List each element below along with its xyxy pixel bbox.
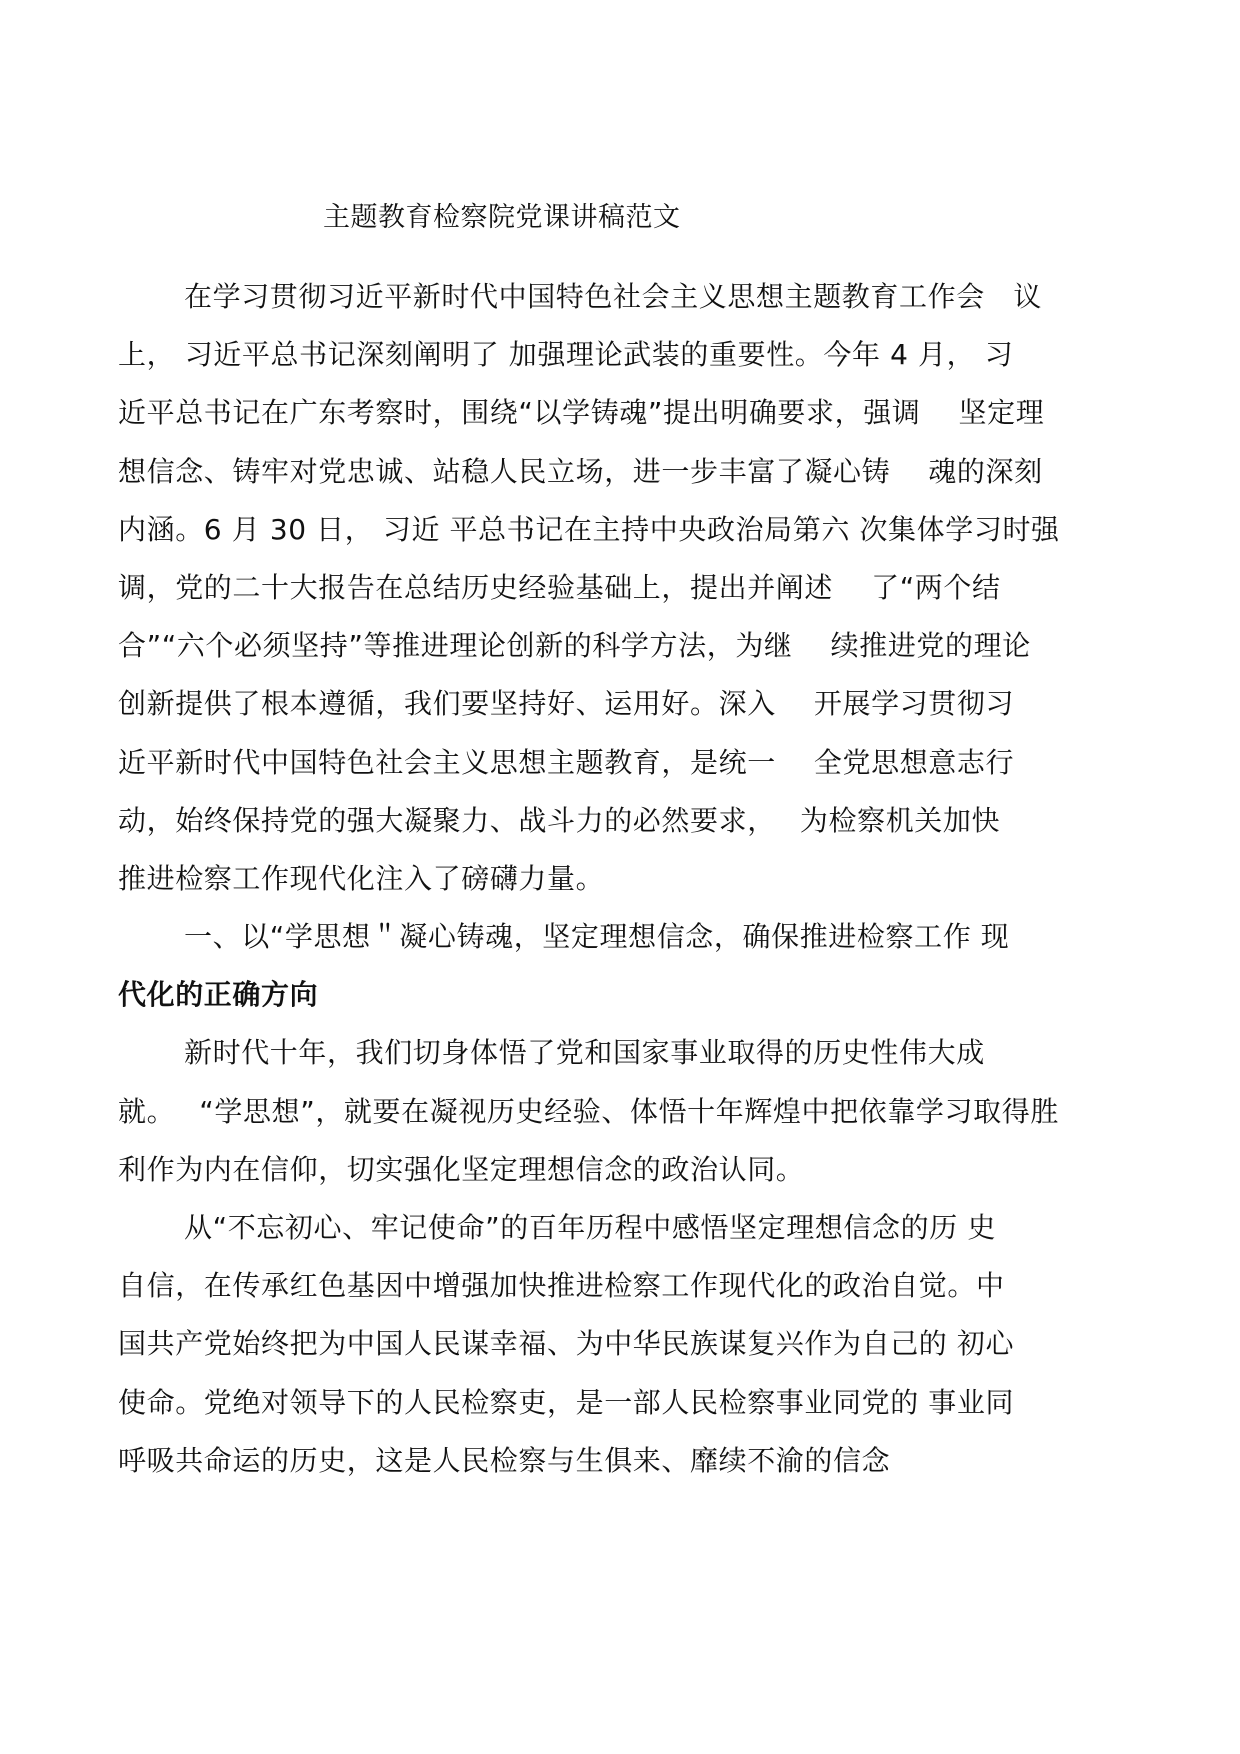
body-line: 内涵。6 月 30 日， 习近 平总书记在主持中央政治局第六 次集体学习时强 — [118, 512, 1060, 546]
section-heading-line: 一、以“学思想＂凝心铸魂，坚定理想信念，确保推进检察工作 现 — [184, 920, 1010, 954]
body-line: 就。 “学思想”，就要在凝视历史经验、体悟十年辉煌中把依靠学习取得胜 — [118, 1094, 1059, 1128]
body-line: 上， 习近平总书记深刻阐明了 加强理论武装的重要性。今年 4 月， 习 — [118, 338, 1014, 372]
body-line: 利作为内在信仰，切实强化坚定理想信念的政治认同。 — [118, 1152, 805, 1186]
body-line: 近平新时代中国特色社会主义思想主题教育，是统一 全党思想意志行 — [118, 745, 1015, 779]
body-line: 创新提供了根本遵循，我们要坚持好、运用好。深入 开展学习贯彻习 — [118, 687, 1015, 721]
body-line: 动，始终保持党的强大凝聚力、战斗力的必然要求， 为检察机关加快 — [118, 803, 1001, 837]
body-line: 呼吸共命运的历史，这是人民检察与生俱来、靡续不渝的信念 — [118, 1443, 891, 1477]
document-body — [118, 268, 1128, 1490]
body-line: 自信，在传承红色基因中增强加快推进检察工作现代化的政治自觉。中 — [118, 1269, 1005, 1303]
body-line: 从“不忘初心、牢记使命”的百年历程中感悟坚定理想信念的历 史 — [184, 1211, 996, 1244]
body-line: 国共产党始终把为中国人民谋幸福、为中华民族谋复兴作为自己的 初心 — [118, 1327, 1015, 1361]
body-line: 近平总书记在广东考察时，围绕“以学铸魂”提出明确要求，强调 坚定理 — [118, 396, 1045, 430]
body-line: 使命。党绝对领导下的人民检察吏，是一部人民检察事业同党的 事业同 — [118, 1385, 1015, 1419]
body-line: 在学习贯彻习近平新时代中国特色社会主义思想主题教育工作会 议 — [184, 280, 1043, 313]
body-line: 想信念、铸牢对党忠诚、站稳人民立场，进一步丰富了凝心铸 魂的深刻 — [118, 454, 1043, 488]
body-line: 新时代十年，我们切身体悟了党和国家事业取得的历史性伟大成 — [184, 1036, 985, 1070]
document-title: 主题教育检察院党课讲稿范文 — [323, 202, 681, 233]
section-heading-line: 代化的正确方向 — [118, 978, 319, 1012]
body-line: 合”“六个必须坚持”等推进理论创新的科学方法，为继 续推进党的理论 — [118, 629, 1031, 663]
body-line: 调，党的二十大报告在总结历史经验基础上，提出并阐述 了“两个结 — [118, 570, 1001, 604]
body-line: 推进检察工作现代化注入了磅礴力量。 — [118, 861, 605, 895]
